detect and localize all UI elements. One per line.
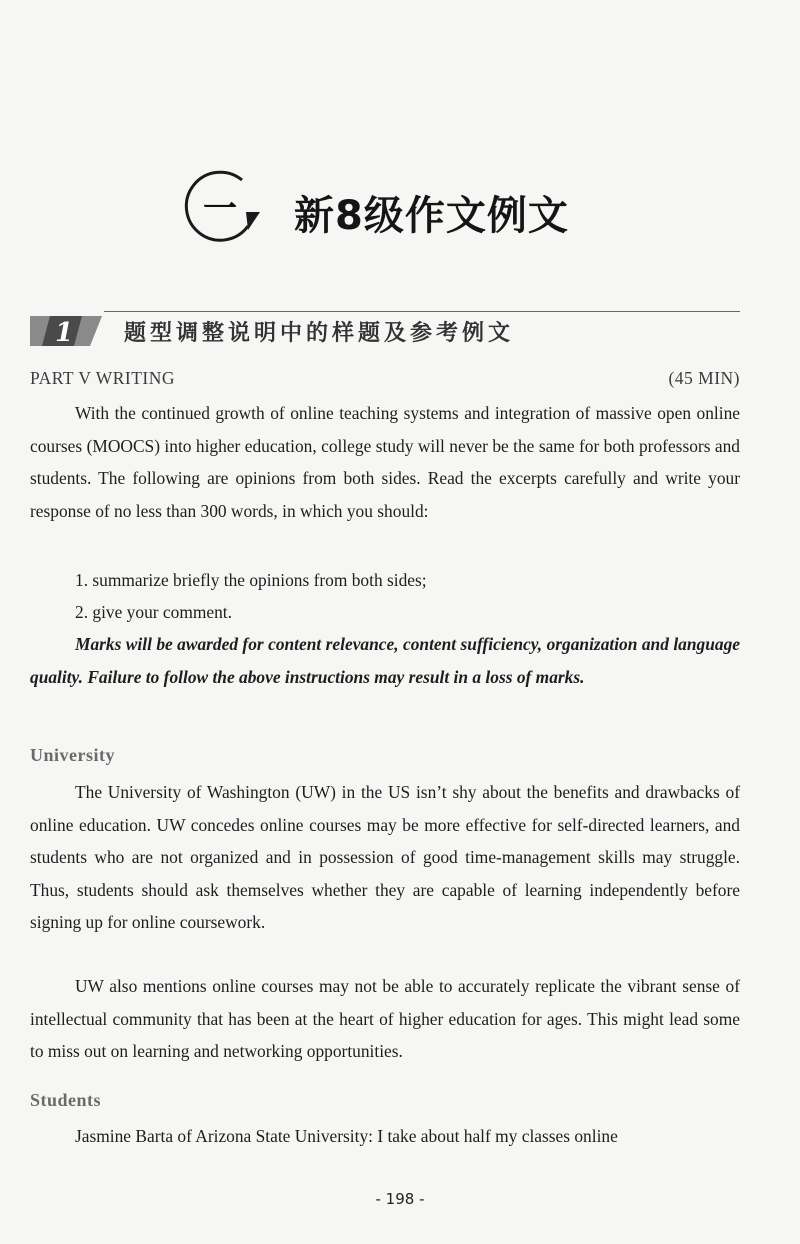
chapter-number-circle (180, 168, 270, 248)
students-heading: Students (30, 1090, 102, 1110)
instructions-paragraph: With the continued growth of online teaching systems and integration of massive open online courses (MOOCS) into higher education, college study will never be the same for both professors and students. The following are opinions from both sides. Read the excerpts carefully and write your response of no less than 300 words, in which you should: (30, 403, 740, 521)
section-number-badge (30, 316, 102, 346)
chapter-number: 一 (203, 189, 237, 229)
section-number: 1 (54, 318, 74, 346)
section-title: 题型调整说明中的样题及参考例文 (124, 321, 515, 346)
students-paragraph-1: Jasmine Barta of Arizona State University: I take about half my classes online (75, 1126, 618, 1146)
part-label: PART V WRITING (30, 368, 176, 388)
university-paragraph-2: UW also mentions online courses may not be able to accurately replicate the vibrant sense of intellectual community that has been at the heart of higher education for ages. This might lead some to miss out on learning and networking opportunities. (30, 976, 740, 1061)
chapter-heading (180, 168, 640, 248)
marks-note: Marks will be awarded for content relevance, content sufficiency, organization and language quality. Failure to follow the above instructions may result in a loss of marks. (30, 634, 740, 687)
instruction-item-2: 2. give your comment. (75, 602, 232, 622)
part-header (30, 368, 740, 389)
part-time: (45 MIN) (668, 368, 740, 388)
university-paragraph-1: The University of Washington (UW) in the US isn’t shy about the benefits and drawbacks of online education. UW concedes online courses may be more effective for self-directed learners, and students who are not organized and in possession of good time-management skills may struggle. Thus, students should ask themselves whether they are capable of learning independently before signing up for online coursework. (30, 782, 740, 932)
chapter-title: 新8级作文例文 (294, 193, 569, 239)
page-number: - 198 - (375, 1190, 425, 1208)
university-heading: University (30, 745, 115, 765)
instruction-item-1: 1. summarize briefly the opinions from both sides; (75, 570, 427, 590)
section-rule (104, 311, 740, 312)
